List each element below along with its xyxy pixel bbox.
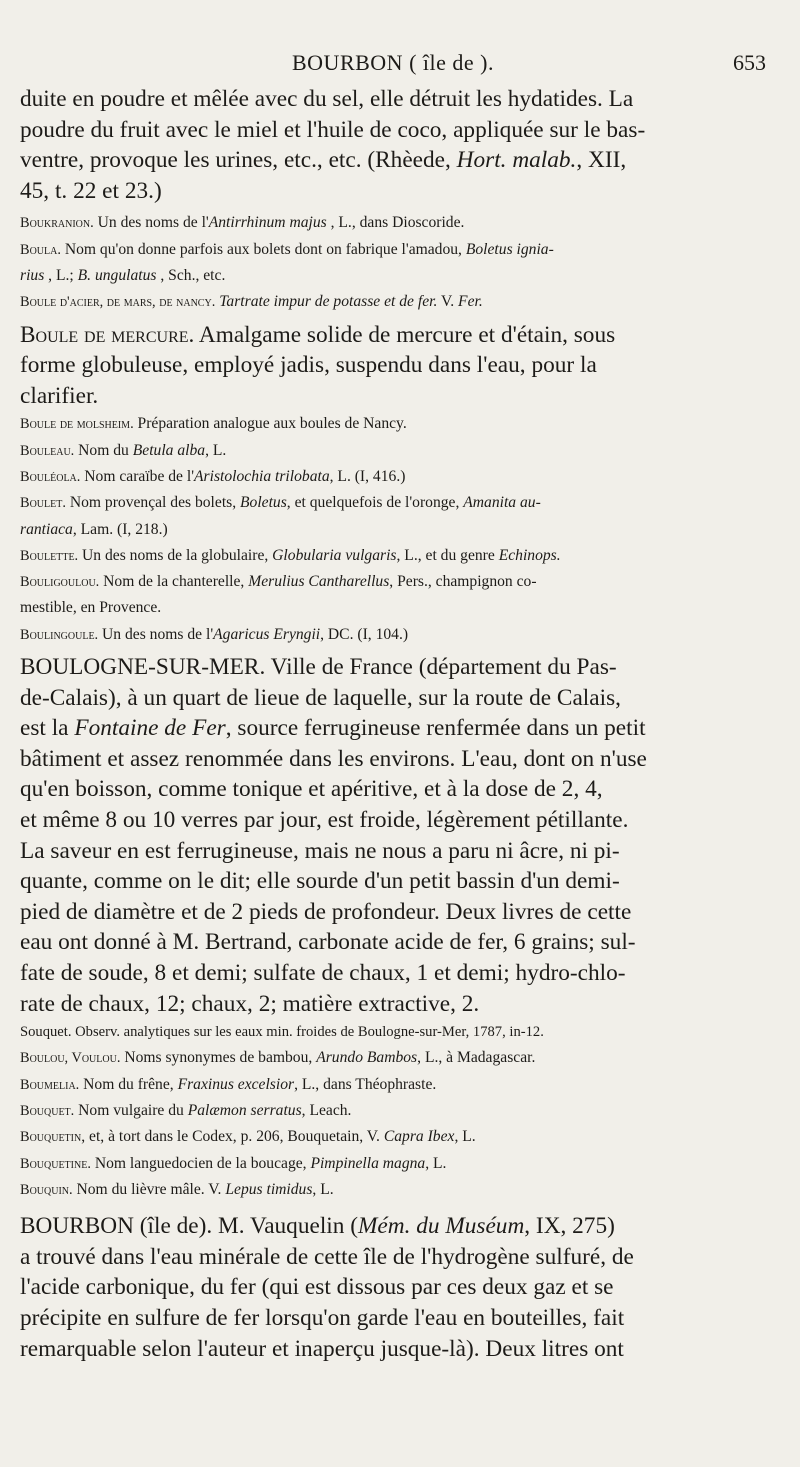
entry-boulette: Boulette. Un des noms de la globulaire, Globularia vulgaris, L., et du genre Echinops. <box>20 546 561 564</box>
text-line: 45, t. 22 et 23.) <box>20 177 162 204</box>
entry-bouquin: Bouquin. Nom du lièvre mâle. V. Lepus timidus, L. <box>20 1180 334 1198</box>
entry-boule-molsheim: Boule de molsheim. Préparation analogue aux boules de Nancy. <box>20 415 407 433</box>
entry-boule-acier: Boule d'acier, de mars, de nancy. Tartrate impur de potasse et de fer. V. Fer. <box>20 293 483 311</box>
entry-boula: Boula. Nom qu'on donne parfois aux bolets dont on fabrique l'amadou, Boletus ignia- rius , L.; B. ungulatus , Sch., etc. <box>20 240 554 284</box>
entry-bouquetine: Bouquetine. Nom languedocien de la boucage, Pimpinella magna, L. <box>20 1154 447 1172</box>
entry-boumelia: Boumelia. Nom du frêne, Fraxinus excelsior, L., dans Théophraste. <box>20 1075 437 1093</box>
text-line: ventre, provoque les urines, etc., etc. (Rhèede, Hort. malab., XII, <box>20 147 627 174</box>
entry-boulet: Boulet. Nom provençal des bolets, Boletus, et quelquefois de l'oronge, Amanita au- rantiaca, Lam. (I, 218.) <box>20 494 541 538</box>
running-head <box>20 44 766 84</box>
entry-boule-mercure: Boule de mercure. Amalgame solide de mercure et d'étain, sous forme globuleuse, employé jadis, suspendu dans l'eau, pour la clarifier. <box>20 321 616 409</box>
entry-bouquetin: Bouquetin, et, à tort dans le Codex, p. 206, Bouquetain, V. Capra Ibex, L. <box>20 1128 476 1146</box>
entry-boulogne-sur-mer: BOULOGNE-SUR-MER. Ville de France (département du Pas- de-Calais), à un quart de lieue de laquelle, sur la route de Calais, est la Fontaine de Fer, source ferrugineuse renfermée dans un petit bâtiment et assez renommée dans les environs. L'eau, dont on n'use qu'en boisson, comme tonique et apéritive, et à la dose de 2, 4, et même 8 ou 10 verres par jour, est froide, légèrement pétillante. La saveur en est ferrugineuse, mais ne nous a paru ni âcre, ni pi- quante, comme on le dit; elle sourde d'un petit bassin d'un demi- pied de diamètre et de 2 pieds de profondeur. Deux livres de cette eau ont donné à M. Bertrand, carbonate acide de fer, 6 grains; sul- fate de soude, 8 et demi; sulfate de chaux, 1 et demi; hydro-chlo- rate de chaux, 12; chaux, 2; matière extractive, 2. Souquet. Observ. analytiques sur les eaux min. froides de Boulogne-sur-Mer, 1787, in-12. <box>20 652 766 1045</box>
entry-bouleola: Bouléola. Nom caraïbe de l'Aristolochia trilobata, L. (I, 416.) <box>20 467 406 485</box>
entry-boulingoule: Boulingoule. Un des noms de l'Agaricus Eryngii, DC. (I, 104.) <box>20 625 409 643</box>
entry-boulou: Boulou, Voulou. Noms synonymes de bambou, Arundo Bambos, L., à Madagascar. <box>20 1049 536 1067</box>
page-number: 653 <box>733 50 766 75</box>
entry-bourbon: BOURBON (île de). M. Vauquelin (Mém. du Muséum, IX, 275) a trouvé dans l'eau minérale de cette île de l'hydrogène sulfuré, de l'acide carbonique, du fer (qui est dissous par ces deux gaz et se précipite en sulfure de fer lorsqu'on garde l'eau en bouteilles, fait remarquable selon l'auteur et inaperçu jusque-là). Deux litres ont <box>20 1213 634 1362</box>
entry-bouligoulou: Bouligoulou. Nom de la chanterelle, Merulius Cantharellus, Pers., champignon co- mestible, en Provence. <box>20 573 537 617</box>
entry-bouquet: Bouquet. Nom vulgaire du Palæmon serratus, Leach. <box>20 1102 352 1120</box>
boulogne-reference: Souquet. Observ. analytiques sur les eaux min. froides de Boulogne-sur-Mer, 1787, in-12. <box>20 1024 544 1041</box>
entry-bouleau: Bouleau. Nom du Betula alba, L. <box>20 441 227 459</box>
entry-boukranion: Boukranion. Un des noms de l'Antirrhinum majus , L., dans Dioscoride. <box>20 214 465 232</box>
text-line: poudre du fruit avec le miel et l'huile de coco, appliquée sur le bas- <box>20 116 646 143</box>
opening-paragraph <box>20 84 766 206</box>
running-head-title: BOURBON ( île de ). <box>292 50 494 75</box>
text-line: duite en poudre et mêlée avec du sel, elle détruit les hydatides. La <box>20 86 634 112</box>
